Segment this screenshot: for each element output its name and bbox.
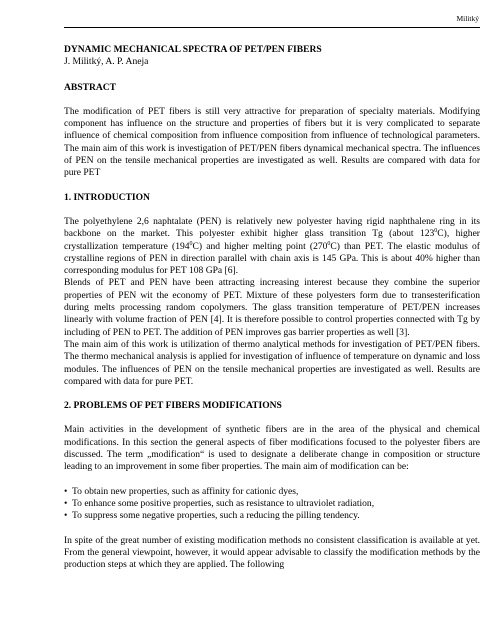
degree-superscript: 0 [434, 228, 438, 235]
list-item-text: To suppress some negative properties, such a reducing the pilling tendency. [72, 510, 360, 522]
bullet-list [64, 486, 480, 523]
intro-p1-part-a: The polyethylene 2,6 naphtalate (PEN) is relatively new polyester having rigid naphthalene ring in its backbone on the market. This polyester exhibit higher glass transition Tg (about 123 [64, 215, 480, 240]
header-rule [64, 27, 480, 28]
degree-superscript: 0 [189, 240, 193, 247]
bullet-icon: • [64, 497, 68, 509]
intro-p1-part-c: C) and higher melting point (270 [192, 240, 328, 252]
page-body [64, 44, 480, 571]
abstract-text: The modification of PET fibers is still very attractive for preparation of specialty materials. Modifying component has influence on the structure and properties of fibers but it is very complicated to separate influence of chemical composition from influence composition from influence of technological parameters. The main aim of this work is investigation of PET/PEN fibers dynamical mechanical spectra. The influences of PEN on the tensile mechanical properties are investigated as well. Results are compared with data for pure PET [64, 105, 480, 179]
list-item-text: To obtain new properties, such as affinity for cationic dyes, [72, 485, 299, 497]
intro-p1-part-b: C), higher crystallization temperature (194 [64, 228, 480, 252]
paper-title: DYNAMIC MECHANICAL SPECTRA OF PET/PEN FIBERS [64, 44, 322, 55]
intro-p1-part-d: C) than PET. The elastic modulus of crystalline regions of PEN in direction parallel with chain axis is 145 GPa. This is about 40% higher than corresponding modulus for PET 108 GPa [6]. [64, 240, 480, 277]
introduction-paragraph-1 [64, 216, 480, 277]
degree-superscript: 0 [327, 240, 331, 247]
bullet-icon: • [64, 510, 68, 522]
introduction-paragraph-2: Blends of PET and PEN have been attracting increasing interest because they combine the superior properties of PEN wit the economy of PET. Mixture of these polyesters form due to transesterification during melts processing random copolymers. The glass transition temperature of PET/PEN increases linearly with volume fraction of PEN [4]. It is therefore possible to control properties connected with Tg by including of PEN to PET. The addition of PEN improves gas barrier properties as well [3]. [64, 277, 480, 338]
problems-paragraph-2: In spite of the great number of existing modification methods no consistent classification is available at yet. From the general viewpoint, however, it would appear advisable to classify the modification methods by the production steps at which they are applied. The following [64, 534, 480, 571]
list-item [64, 486, 480, 498]
abstract-heading: ABSTRACT [64, 81, 116, 93]
introduction-paragraph-3: The main aim of this work is utilization of thermo analytical methods for investigation of PET/PEN fibers. The thermo mechanical analysis is applied for investigation of influence of temperature on dynamic and loss modules. The influences of PEN on the tensile mechanical properties are investigated as well. Results are compared with data for pure PET. [64, 338, 480, 387]
problems-heading: 2. PROBLEMS OF PET FIBERS MODIFICATIONS [64, 400, 282, 412]
list-item-text: To enhance some positive properties, such as resistance to ultraviolet radiation, [72, 497, 375, 509]
bullet-icon: • [64, 485, 68, 497]
introduction-heading: 1. INTRODUCTION [64, 191, 150, 203]
list-item [64, 510, 480, 522]
problems-paragraph-1: Main activities in the development of synthetic fibers are in the area of the physical and chemical modifications. In this section the general aspects of fiber modifications focused to the polyester fibers are discussed. The term „modification“ is used to designate a deliberate change in composition or structure leading to an improvement in some fiber properties. The main aim of modification can be: [64, 424, 480, 473]
paper-authors: J. Militký, A. P. Aneja [64, 56, 149, 68]
running-head: Militký [456, 14, 479, 23]
list-item [64, 498, 480, 510]
